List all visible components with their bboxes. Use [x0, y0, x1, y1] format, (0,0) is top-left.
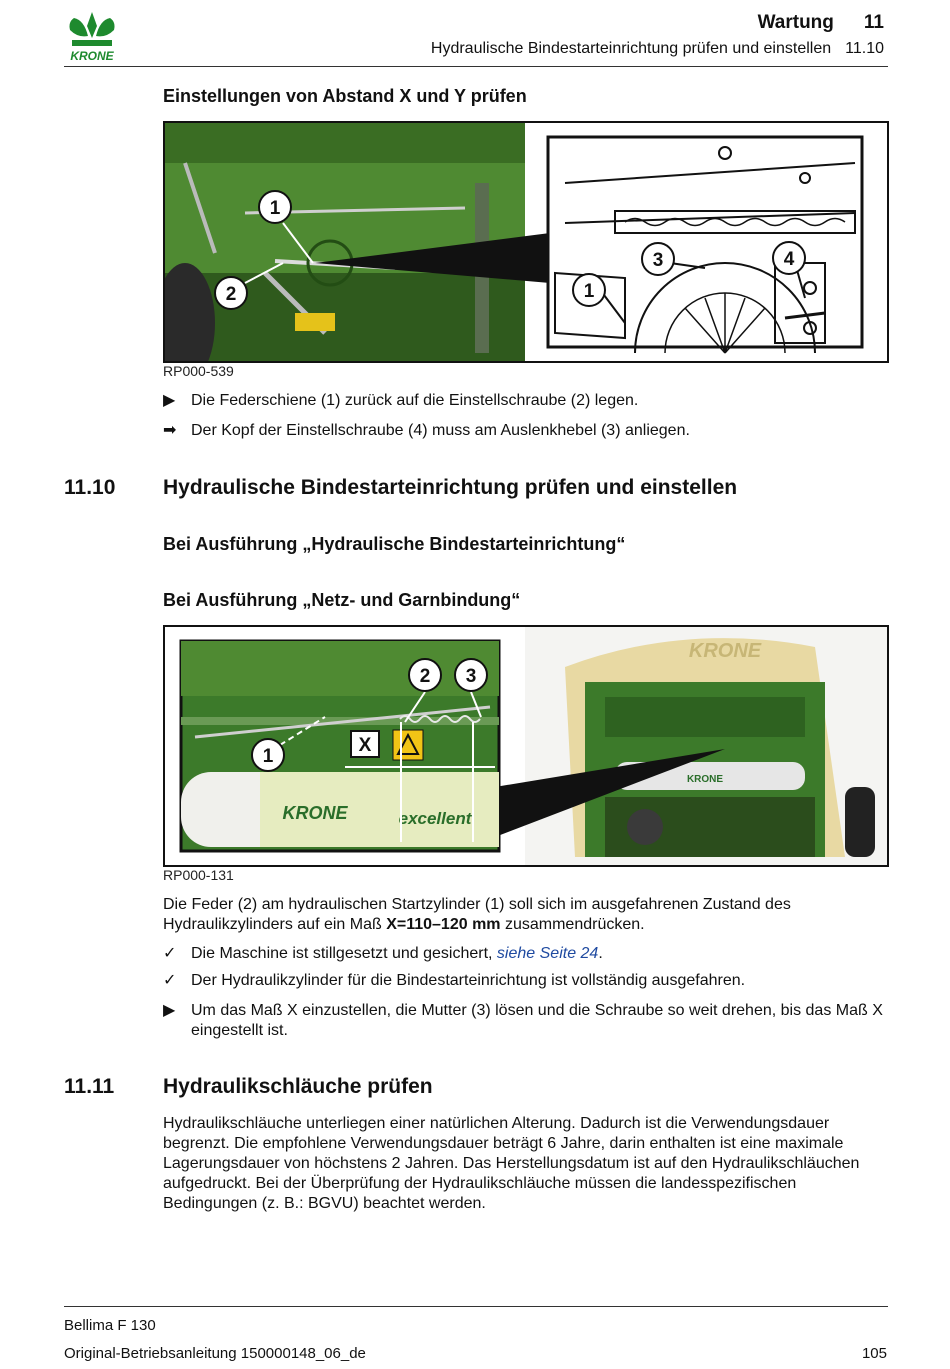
footer-document: Original-Betriebsanleitung 150000148_06_de: [64, 1345, 366, 1362]
logo-text: KRONE: [70, 49, 114, 62]
figure-rp000-131: [163, 625, 889, 867]
roll-brand-small: KRONE: [686, 774, 724, 785]
figure-caption-rp000-539: RP000-539: [163, 363, 234, 379]
roll-product: excellent: [398, 809, 472, 828]
chapter-header: [758, 12, 884, 34]
step-text: Die Federschiene (1) zurück auf die Einstellschraube (2) legen.: [191, 392, 639, 409]
callout-1-detail: [573, 274, 605, 306]
running-section-number: 11.10: [845, 40, 884, 57]
step-arrow-icon: ▶: [163, 392, 176, 409]
callout-2: [215, 277, 247, 309]
precondition-1-text: Die Maschine ist stillgesetzt und gesichert,: [191, 945, 497, 962]
figure-caption-rp000-131: RP000-131: [163, 867, 234, 883]
precondition-2-text: Der Hydraulikzylinder für die Bindestarteinrichtung ist vollständig ausgefahren.: [191, 972, 746, 989]
subheading-net-twine-version: Bei Ausführung „Netz- und Garnbindung“: [163, 590, 521, 610]
svg-text:1: 1: [269, 198, 281, 219]
page-reference-link[interactable]: siehe Seite 24: [496, 945, 599, 962]
precondition-1-end: .: [598, 945, 603, 962]
figure-rp000-539: [163, 121, 889, 363]
footer-page-number: 105: [861, 1345, 887, 1362]
hose-aging-paragraph: Hydraulikschläuche unterliegen einer natürlichen Alterung. Dadurch ist die Verwendungsdauer begrenzt. Die empfohlene Verwendungsdauer beträgt 6 Jahre, darin enthalten ist eine maximale Lagerungsdauer von höchstens 2 Jahren. Das Herstellungsdatum ist auf den Hydraulikschläuchen aufgedruckt. Bei der Überprüfung der Hydraulikschläuche müssen die landesspezifischen Bedingungen (z. B.: BGVU) beachtet werden.: [163, 1115, 860, 1212]
callout-1: [259, 191, 291, 223]
section-number-11-10: 11.10: [64, 476, 116, 499]
svg-text:1: 1: [583, 281, 595, 302]
adjust-step: [163, 1001, 883, 1041]
running-section-title: Hydraulische Bindestarteinrichtung prüfen und einstellen: [430, 40, 832, 57]
machine-brand: KRONE: [688, 640, 762, 662]
subheading-hydraulic-version: Bei Ausführung „Hydraulische Bindestarteinrichtung“: [163, 534, 626, 554]
svg-text:1: 1: [262, 746, 274, 767]
adjust-step-text: Um das Maß X einzustellen, die Mutter (3) lösen und die Schraube so weit drehen, bis das Maß X eingestellt ist.: [191, 1002, 883, 1039]
callout-2-spring: [409, 659, 441, 691]
section-title-11-10: Hydraulische Bindestarteinrichtung prüfen und einstellen: [163, 476, 738, 499]
paragraph-part-1: Die Feder (2) am hydraulischen Startzylinder (1) soll sich im ausgefahrenen Zustand des Hydraulikzylinders auf ein Maß: [163, 896, 791, 933]
svg-text:2: 2: [419, 666, 431, 687]
header-rule: [64, 66, 888, 67]
svg-text:3: 3: [465, 666, 477, 687]
spring-compression-paragraph: [163, 895, 863, 935]
dimension-value: X=110–120 mm: [386, 916, 501, 933]
step-instruction: [163, 391, 638, 411]
figure-rp000-131-image: [165, 627, 887, 865]
precondition-1: [163, 944, 603, 964]
svg-text:X: X: [358, 735, 372, 756]
footer-model: Bellima F 130: [64, 1317, 156, 1334]
chapter-title: Wartung: [757, 12, 834, 33]
footer-rule: [64, 1306, 888, 1307]
callout-3: [642, 243, 674, 275]
step-result: [163, 421, 690, 441]
roll-brand: KRONE: [282, 803, 348, 823]
callout-3-nut: [455, 659, 487, 691]
result-arrow-icon: ➡: [163, 422, 177, 439]
svg-text:3: 3: [652, 250, 664, 271]
section-title-11-11: Hydraulikschläuche prüfen: [163, 1075, 433, 1098]
chapter-number: 11: [863, 12, 884, 33]
callout-4: [773, 242, 805, 274]
check-icon: ✓: [163, 945, 177, 962]
precondition-2: [163, 971, 745, 991]
callout-x-dimension: [351, 731, 379, 757]
krone-logo: [64, 8, 120, 62]
section-number-11-11: 11.11: [64, 1075, 115, 1098]
section-header: [431, 40, 884, 58]
result-text: Der Kopf der Einstellschraube (4) muss am Auslenkhebel (3) anliegen.: [191, 422, 690, 439]
paragraph-part-2: zusammendrücken.: [500, 916, 645, 933]
callout-1-cylinder: [252, 739, 284, 771]
svg-text:2: 2: [225, 284, 237, 305]
figure-rp000-539-image: [165, 123, 887, 361]
check-icon: ✓: [163, 972, 177, 989]
svg-text:4: 4: [783, 249, 795, 270]
block1-heading: Einstellungen von Abstand X und Y prüfen: [163, 86, 527, 106]
step-arrow-icon: ▶: [163, 1002, 176, 1019]
